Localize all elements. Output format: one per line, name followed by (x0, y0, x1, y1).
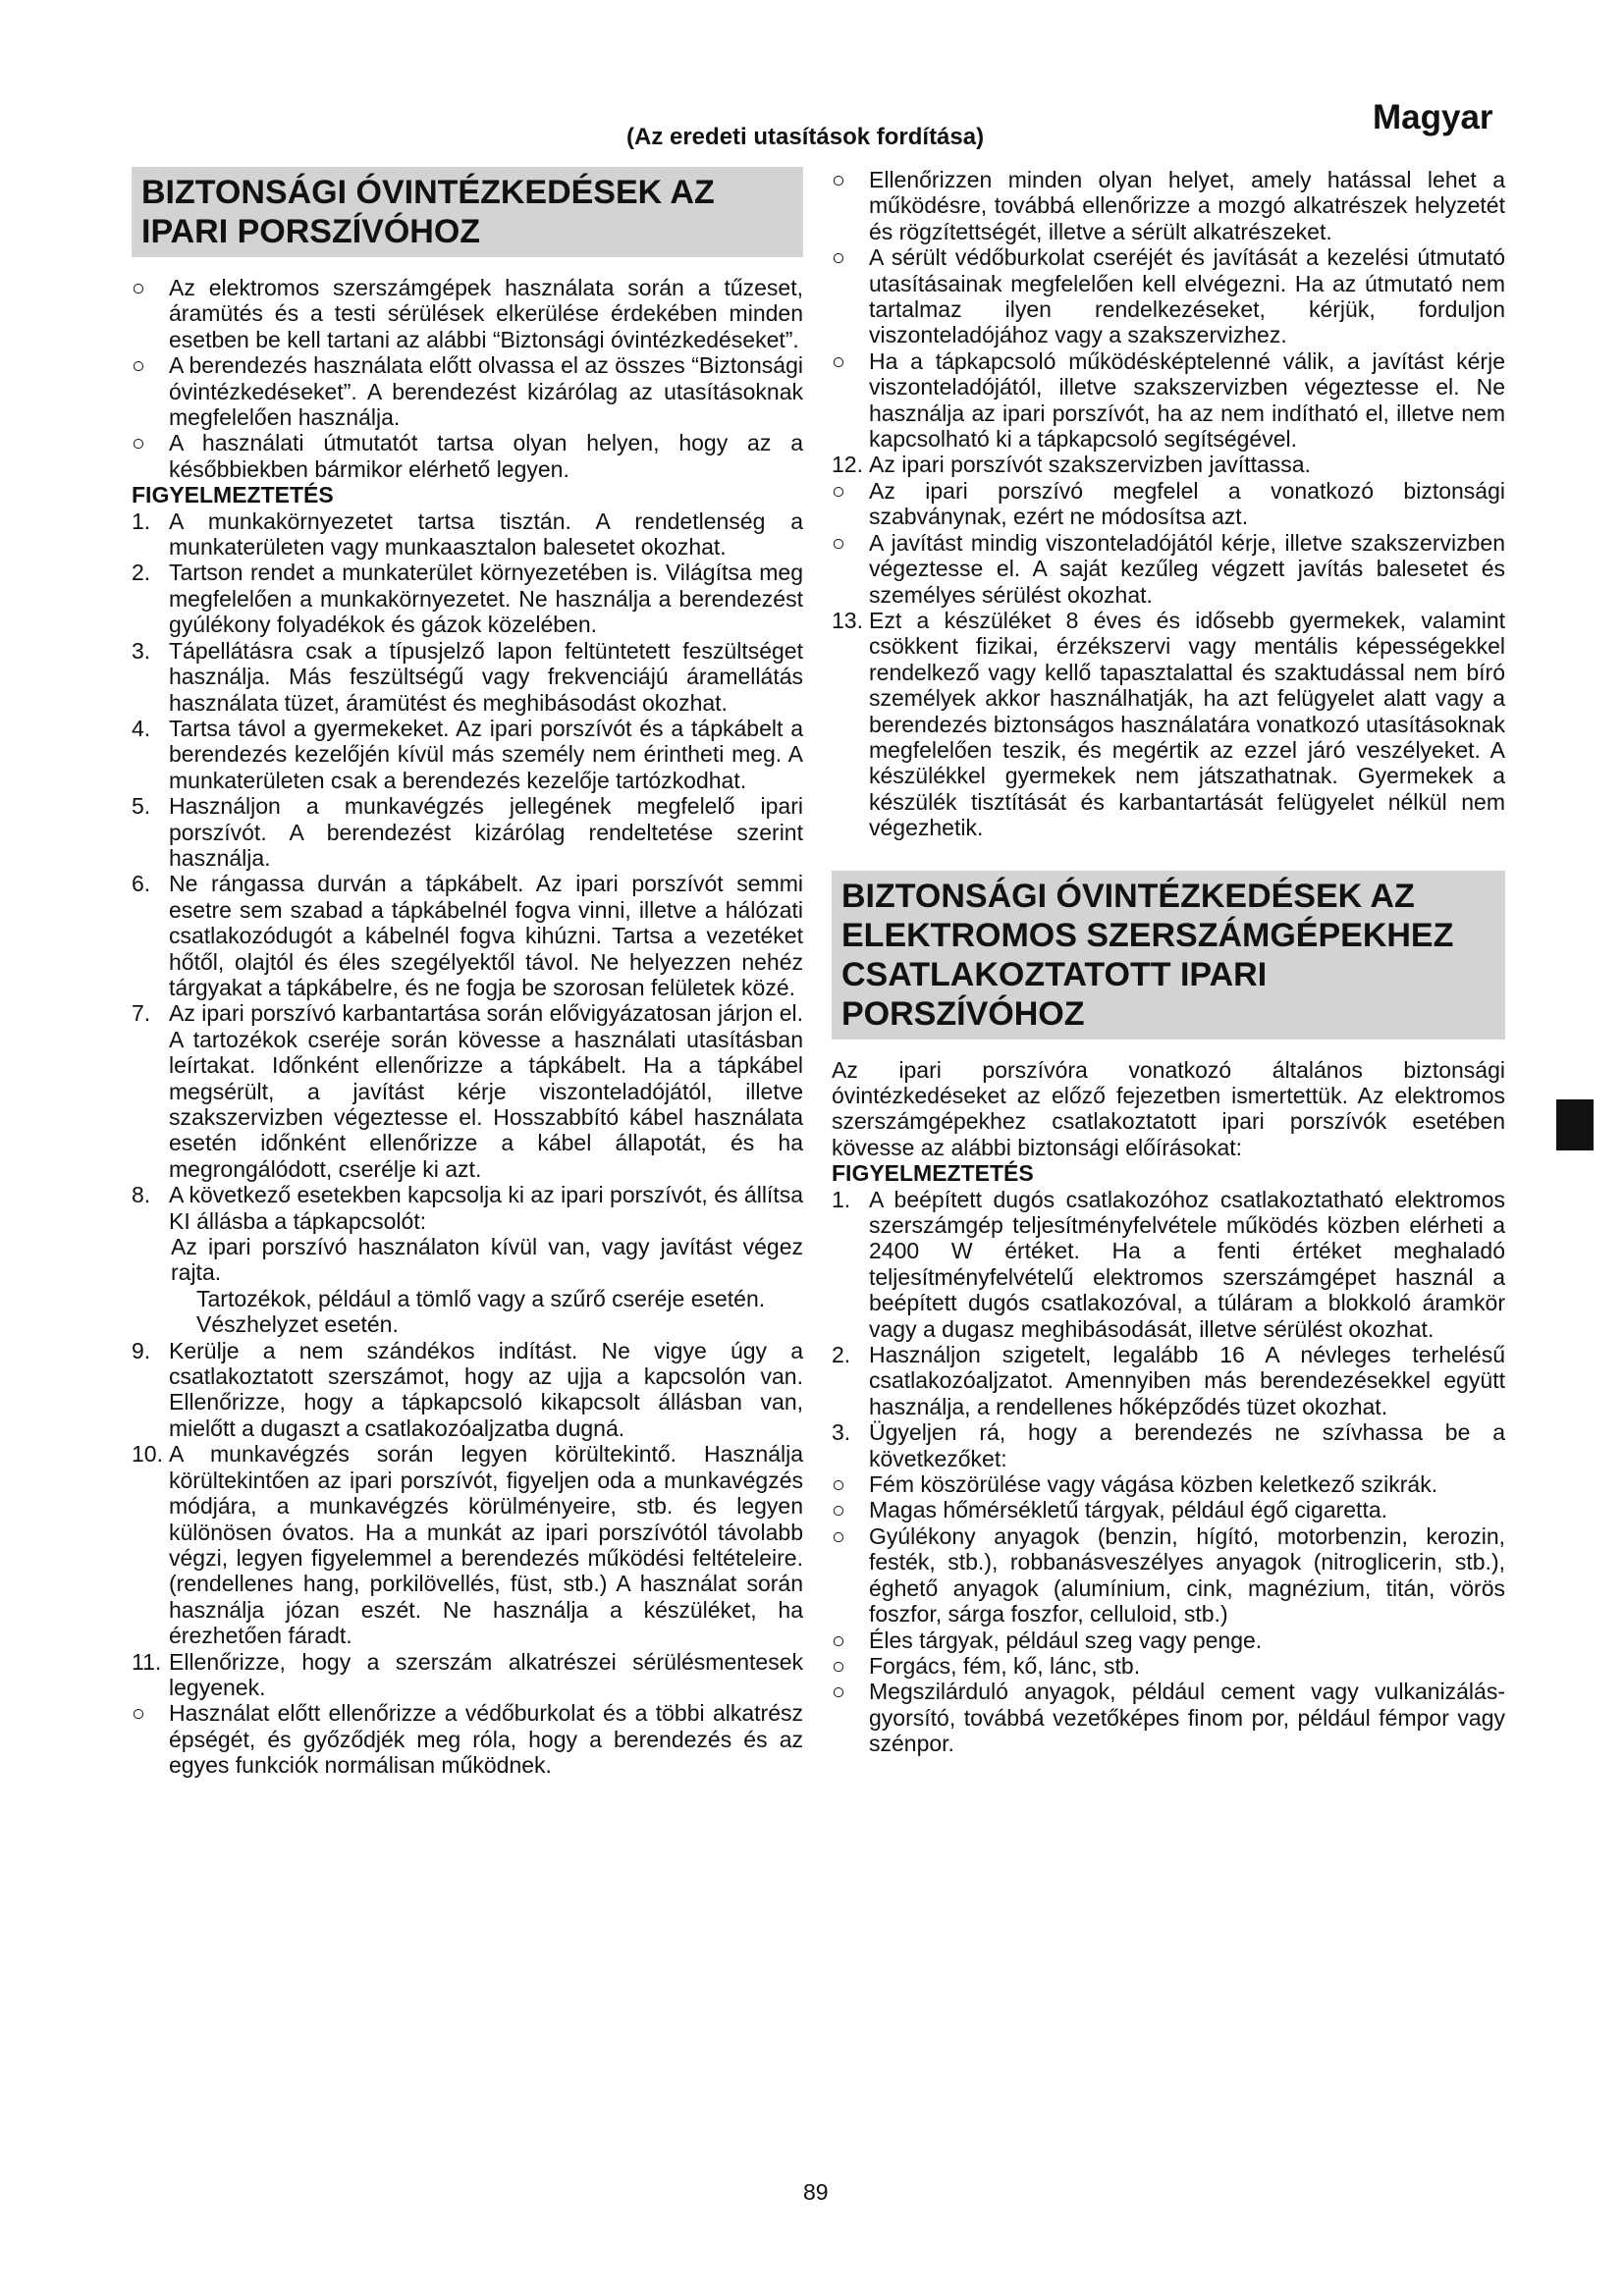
list-text: A munkakörnyezetet tartsa tisztán. A rendetlenség a munkaterületen vagy munkaasztalon balesetet okozhat. (169, 507, 803, 561)
list-text: A munkavégzés során legyen körültekintő. Használja körültekintően az ipari porszívót, figyeljen oda a munkavégzés módjára, a munkavégzés körülményeire, stb. és legyen különösen óvatos. Ha a munkát az ipari porszívótól távolabb végzi, legyen figyelemmel a berendezés működési feltételeire. (rendellenes hang, porkilövellés, füst, stb.) A használat során használja józan eszét. Ne használja a készüléket, ha érezhetően fáradt. (169, 1441, 803, 1649)
list-marker: ○ (132, 1700, 145, 1727)
page-subtitle: (Az eredeti utasítások fordítása) (626, 124, 985, 150)
list-marker: ○ (832, 477, 845, 504)
list-text: Fém köszörülése vagy vágása közben keletkező szikrák. (869, 1471, 1438, 1498)
list-item (132, 716, 803, 793)
list-item (832, 608, 1505, 841)
list-text: Tartson rendet a munkaterület környezetében is. Világítsa meg megfelelően a munkakörnyezetet. Ne használja a berendezést gyúlékony folyadékok és gázok közelében. (169, 560, 803, 638)
intro-list (132, 275, 803, 482)
list-marker: ○ (832, 167, 845, 192)
list-item (832, 1342, 1505, 1419)
list-text: Magas hőmérsékletű tárgyak, például égő cigaretta. (869, 1497, 1388, 1523)
list-text: Tápellátásra csak a típusjelző lapon feltüntetett feszültséget használja. Más feszültségű vagy frekvenciájú áramellátás használata tüzet, áramütést és meghibásodást okozhat. (169, 637, 803, 716)
list-marker: 1. (832, 1186, 851, 1212)
warning-list-2 (832, 1187, 1505, 1757)
list-text: Forgács, fém, kő, lánc, stb. (869, 1652, 1141, 1679)
list-marker: ○ (832, 1679, 845, 1705)
list-marker: ○ (832, 1652, 845, 1679)
list-text: Tartsa távol a gyermekeket. Az ipari porszívót és a tápkábelt a berendezés kezelőjén kívül más személy nem érintheti meg. A munkaterületen csak a berendezés kezelője tartózkodhat. (169, 715, 803, 793)
list-text: Kerülje a nem szándékos indítást. Ne vigye úgy a csatlakoztatott szerszámot, hogy az ujja a kapcsolón van. Ellenőrizze, hogy a tápkapcsoló kikapcsolt állásban van, mielőtt a dugaszt a csatlakozóaljzatba dugná. (169, 1337, 803, 1441)
sub-item: Tartozékok, például a tömlő vagy a szűrő cseréje esetén. (196, 1285, 766, 1311)
list-marker: 10. (132, 1441, 163, 1468)
list-marker: 13. (832, 607, 863, 633)
list-item (832, 1679, 1505, 1756)
list-text: Használjon a munkavégzés jellegének megfelelő ipari porszívót. A berendezést kizárólag rendeltetése szerint használja. (169, 793, 803, 871)
list-item (832, 1653, 1505, 1679)
list-text: Az elektromos szerszámgépek használata során a tűzeset, áramütés és a testi sérülések elkerülése érdekében minden esetben be kell tartani az alábbi “Biztonsági óvintézkedéseket”. (169, 275, 803, 352)
list-marker: ○ (832, 347, 845, 374)
list-marker: ○ (132, 275, 145, 300)
continued-list (832, 167, 1505, 841)
sub-item: Az ipari porszívó használaton kívül van, vagy javítást végez rajta. (171, 1234, 803, 1286)
list-text: Éles tárgyak, például szeg vagy penge. (869, 1627, 1263, 1653)
list-marker: 12. (832, 452, 863, 478)
list-text: Megszilárduló anyagok, például cement vagy vulkanizálás-gyorsító, továbbá vezetőképes finom por, például fémpor vagy szénpor. (869, 1679, 1505, 1757)
list-item (132, 1700, 803, 1778)
list-text: Az ipari porszívót szakszervizben javíttassa. (869, 452, 1311, 478)
list-marker: 2. (132, 560, 151, 586)
list-item (132, 1441, 803, 1648)
list-text: Gyúlékony anyagok (benzin, hígító, motorbenzin, kerozin, festék, stb.), robbanásveszélyes anyagok (nitroglicerin, stb.), éghető anyagok (alumínium, cink, magnézium, titán, vörös foszfor, sárga foszfor, celluloid, stb.) (869, 1522, 1505, 1628)
list-marker: ○ (832, 529, 845, 556)
list-item (132, 871, 803, 1000)
list-item (132, 508, 803, 561)
list-item (832, 1628, 1505, 1653)
list-marker: ○ (832, 1627, 845, 1653)
list-text: A beépített dugós csatlakozóhoz csatlakoztatható elektromos szerszámgép teljesítményfelvétele működés közben elérheti a 2400 W értéket. Ha a fenti értéket meghaladó teljesítményfelvételű elektromos szerszámgépet használ a beépített dugós csatlakozóval, a túláram a blokkoló áramkör vagy a dugasz meghibásodását, illetve sérülést okozhat. (869, 1186, 1505, 1342)
list-marker: 7. (132, 1000, 151, 1027)
list-item (132, 275, 803, 352)
list-item (132, 1182, 803, 1234)
list-text: A következő esetekben kapcsolja ki az ipari porszívót, és állítsa KI állásba a tápkapcsolót: (169, 1182, 803, 1234)
list-text: A sérült védőburkolat cseréjét és javítását a kezelési útmutató utasításainak megfelelően kell elvégezni. Ha az útmutató nem tartalmaz ilyen rendelkezéseket, kérjük, forduljon viszonteladójához vagy a szakszervizhez. (869, 244, 1505, 348)
list-item (132, 560, 803, 637)
list-text: Ne rángassa durván a tápkábelt. Az ipari porszívót semmi esetre sem szabad a tápkábelnél fogva vinni, illetve a hálózati csatlakozódugót a kábelnél fogva kihúzni. Tartsa a vezetéket hőtől, olajtól és éles szegélyektől távol. Ne helyezzen nehéz tárgyakat a tápkábelre, és ne fogja be szorosan felületek közé. (169, 871, 803, 1000)
language-tab-marker (1556, 1099, 1594, 1150)
list-item (832, 1497, 1505, 1522)
list-item (132, 638, 803, 716)
list-item (832, 1523, 1505, 1628)
list-text: A berendezés használata előtt olvassa el az összes “Biztonsági óvintézkedéseket”. A berendezést kizárólag az utasításoknak megfelelően használja. (169, 352, 803, 431)
right-column (832, 167, 1505, 1757)
section-intro: Az ipari porszívóra vonatkozó általános biztonsági óvintézkedéseket az előző fejezetben ismertettük. Az elektromos szerszámgépekhez csatlakoztatott ipari porszívók esetében kövesse az alábbi biztonsági előírásokat: (832, 1056, 1505, 1160)
warning-list (132, 508, 803, 1234)
list-item (832, 244, 1505, 348)
list-text: Ezt a készüléket 8 éves és idősebb gyermekek, valamint csökkent fizikai, érzékszervi vagy mentális képességekkel rendelkező vagy kellő tapasztalattal és szaktudással nem bíró személyek akkor használhatják, ha azt felügyelet alatt vagy a berendezés biztonságos használatára vonatkozó utasításoknak megfelelően teszik, és megértik az ezzel járó veszélyeket. A készülékkel gyermekek nem játszathatnak. Gyermekek a készülék tisztítását és karbantartását felügyelet nélkül nem végezhetik. (869, 607, 1505, 841)
list-item (132, 1000, 803, 1182)
sub-item: Vészhelyzet esetén. (196, 1311, 399, 1338)
list-item (832, 452, 1505, 477)
list-text: Ellenőrizzen minden olyan helyet, amely hatással lehet a működésre, továbbá ellenőrizze a mozgó alkatrészek helyzetét és rögzítettségét, illetve a sérült alkatrészeket. (869, 167, 1505, 244)
item8-sublist (171, 1234, 803, 1338)
list-text: Az ipari porszívó megfelel a vonatkozó biztonsági szabványnak, ezért ne módosítsa azt. (869, 477, 1505, 530)
list-marker: 6. (132, 871, 151, 897)
list-item (832, 478, 1505, 530)
list-marker: 3. (832, 1419, 851, 1446)
list-text: Ügyeljen rá, hogy a berendezés ne szívhassa be a következőket: (869, 1419, 1505, 1471)
list-marker: 5. (132, 793, 151, 820)
list-marker: 11. (132, 1648, 162, 1675)
list-marker: ○ (832, 1497, 845, 1523)
list-item (832, 1471, 1505, 1497)
warning-heading-2: FIGYELMEZTETÉS (832, 1160, 1034, 1187)
list-marker: 4. (132, 715, 151, 741)
list-marker: 9. (132, 1337, 151, 1363)
list-text: Használat előtt ellenőrizze a védőburkolat és a többi alkatrész épségét, és győződjék meg róla, hogy a berendezés és az egyes funkciók normálisan működnek. (169, 1700, 803, 1779)
list-text: Az ipari porszívó karbantartása során elővigyázatosan járjon el. A tartozékok cseréje során kövesse a használati utasításban leírtakat. Időnként ellenőrizze a tápkábelt. Ha a tápkábel megsérült, a javítást kérje viszonteladójától, illetve szakszervizben végeztesse el. Hosszabbító kábel használata esetén időnként ellenőrizze a kábel állapotát, és ha megrongálódott, cserélje ki azt. (169, 1000, 803, 1182)
list-item (132, 793, 803, 871)
list-item (132, 430, 803, 482)
list-item (132, 1649, 803, 1701)
list-marker: ○ (132, 430, 145, 456)
list-marker: ○ (132, 352, 145, 379)
list-item (832, 1419, 1505, 1471)
list-item (132, 352, 803, 430)
list-marker: ○ (832, 1522, 845, 1549)
list-text: Ha a tápkapcsoló működésképtelenné válik, a javítást kérje viszonteladójától, illetve szakszervizben végeztesse el. Ne használja az ipari porszívót, ha az nem indítható el, illetve nem kapcsolható ki a tápkapcsoló segítségével. (869, 347, 1505, 453)
list-marker: 2. (832, 1342, 851, 1368)
list-item (832, 1187, 1505, 1342)
language-label: Magyar (1373, 98, 1493, 136)
warning-heading: FIGYELMEZTETÉS (132, 482, 334, 508)
list-marker: 3. (132, 637, 151, 664)
warning-list-continued (132, 1338, 803, 1779)
list-marker: ○ (832, 1471, 845, 1498)
section-title-power-tools: BIZTONSÁGI ÓVINTÉZKEDÉSEK AZ ELEKTROMOS SZERSZÁMGÉPEKHEZ CSATLAKOZTATOTT IPARI PORSZÍVÓHOZ (832, 871, 1505, 1040)
list-item (132, 1338, 803, 1442)
list-item (832, 167, 1505, 244)
list-text: Használjon szigetelt, legalább 16 A névleges terhelésű csatlakozóaljzatot. Amennyiben más berendezésekkel együtt használja, a rendellenes hőképződés tüzet okozhat. (869, 1342, 1505, 1419)
page-number: 89 (803, 2179, 829, 2205)
section-title-vacuum: BIZTONSÁGI ÓVINTÉZKEDÉSEK AZ IPARI PORSZÍVÓHOZ (132, 167, 803, 257)
list-item (832, 530, 1505, 608)
list-marker: ○ (832, 244, 845, 271)
list-text: A használati útmutatót tartsa olyan helyen, hogy az a későbbiekben bármikor elérhető legyen. (169, 430, 803, 482)
list-text: Ellenőrizze, hogy a szerszám alkatrészei sérülésmentesek legyenek. (169, 1648, 803, 1700)
list-marker: 1. (132, 507, 151, 534)
list-item (832, 348, 1505, 453)
list-marker: 8. (132, 1182, 151, 1208)
list-text: A javítást mindig viszonteladójától kérje, illetve szakszervizben végeztesse el. A saját kezűleg végzett javítás balesetet és személyes sérülést okozhat. (869, 529, 1505, 608)
left-column (132, 167, 803, 1779)
